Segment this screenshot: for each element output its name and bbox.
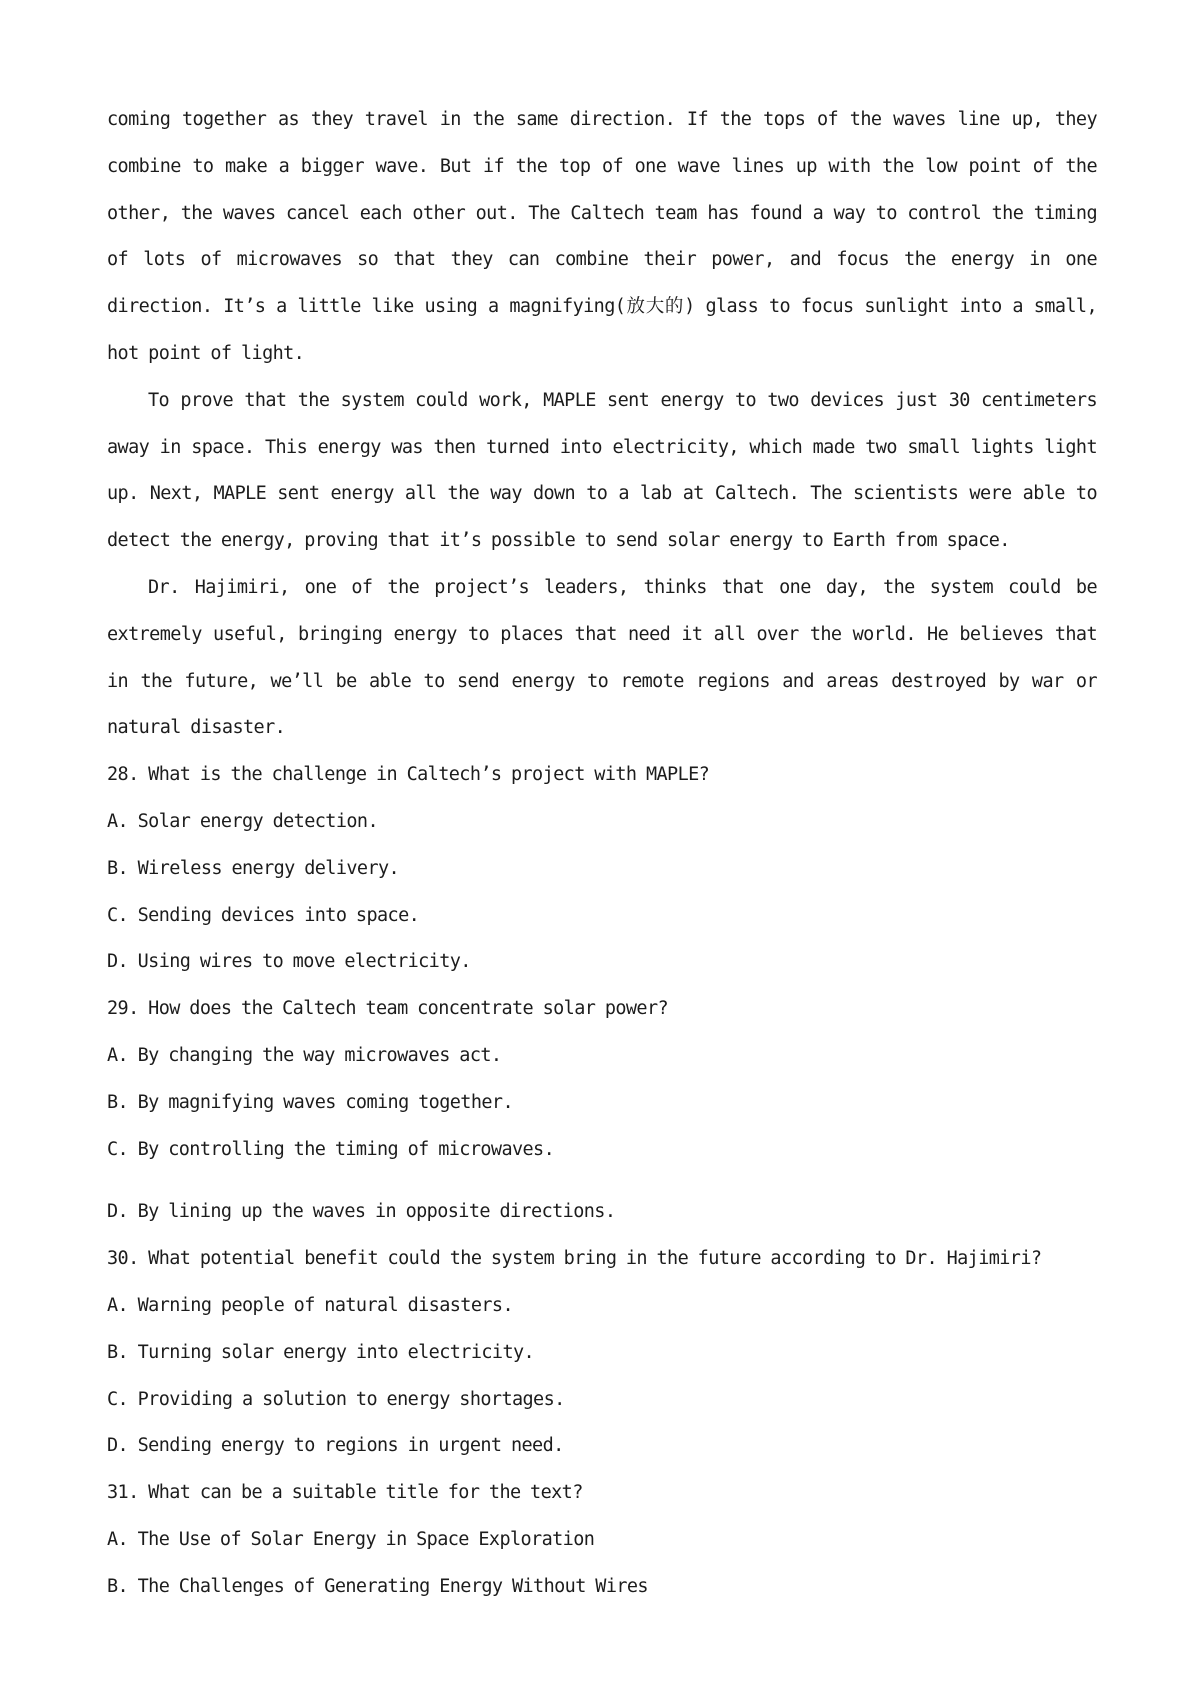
- answer-option: B. Turning solar energy into electricity.: [107, 1341, 535, 1363]
- question-30: [107, 1236, 1097, 1470]
- answer-option: D. Sending energy to regions in urgent need.: [107, 1435, 564, 1457]
- answer-option: B. The Challenges of Generating Energy Without Wires: [107, 1575, 648, 1597]
- passage-paragraph-2: To prove that the system could work, MAPLE sent energy to two devices just 30 centimeters away in space. This energy was then turned into electricity, which made two small lights light up. Next, MAPLE sent energy all the way down to a lab at Caltech. The scientists were able to detect the energy, proving that it’s possible to send solar energy to Earth from space.: [107, 389, 1097, 552]
- answer-option: A. The Use of Solar Energy in Space Exploration: [107, 1528, 595, 1550]
- answer-option: A. Solar energy detection.: [107, 810, 378, 832]
- answer-option: D. Using wires to move electricity.: [107, 951, 471, 973]
- question-stem: 31. What can be a suitable title for the text?: [107, 1482, 583, 1504]
- answer-option: B. Wireless energy delivery.: [107, 857, 400, 879]
- answer-option: D. By lining up the waves in opposite directions.: [107, 1201, 616, 1223]
- question-29: [107, 986, 1097, 1236]
- answer-option: A. By changing the way microwaves act.: [107, 1044, 502, 1066]
- question-stem: 28. What is the challenge in Caltech’s project with MAPLE?: [107, 764, 710, 786]
- answer-option: A. Warning people of natural disasters.: [107, 1294, 513, 1316]
- question-31: [107, 1470, 1097, 1610]
- answer-option: B. By magnifying waves coming together.: [107, 1091, 513, 1113]
- question-28: [107, 752, 1097, 986]
- answer-option: C. Sending devices into space.: [107, 904, 420, 926]
- answer-option: C. By controlling the timing of microwaves.: [107, 1138, 555, 1160]
- answer-option: C. Providing a solution to energy shortages.: [107, 1388, 565, 1410]
- passage-paragraph-1: coming together as they travel in the same direction. If the tops of the waves line up, they combine to make a bigger wave. But if the top of one wave lines up with the low point of the other, the waves cancel each other out. The Caltech team has found a way to control the timing of lots of microwaves so that they can combine their power, and focus the energy in one direction. It’s a little like using a magnifying(放大的) glass to focus sunlight into a small, hot point of light.: [107, 109, 1097, 364]
- document-content: [107, 97, 1097, 1611]
- question-stem: 30. What potential benefit could the system bring in the future according to Dr. Hajimiri?: [107, 1248, 1042, 1270]
- question-stem: 29. How does the Caltech team concentrate solar power?: [107, 998, 669, 1020]
- passage-paragraph-3: Dr. Hajimiri, one of the project’s leaders, thinks that one day, the system could be extremely useful, bringing energy to places that need it all over the world. He believes that in the future, we’ll be able to send energy to remote regions and areas destroyed by war or natural disaster.: [107, 576, 1097, 739]
